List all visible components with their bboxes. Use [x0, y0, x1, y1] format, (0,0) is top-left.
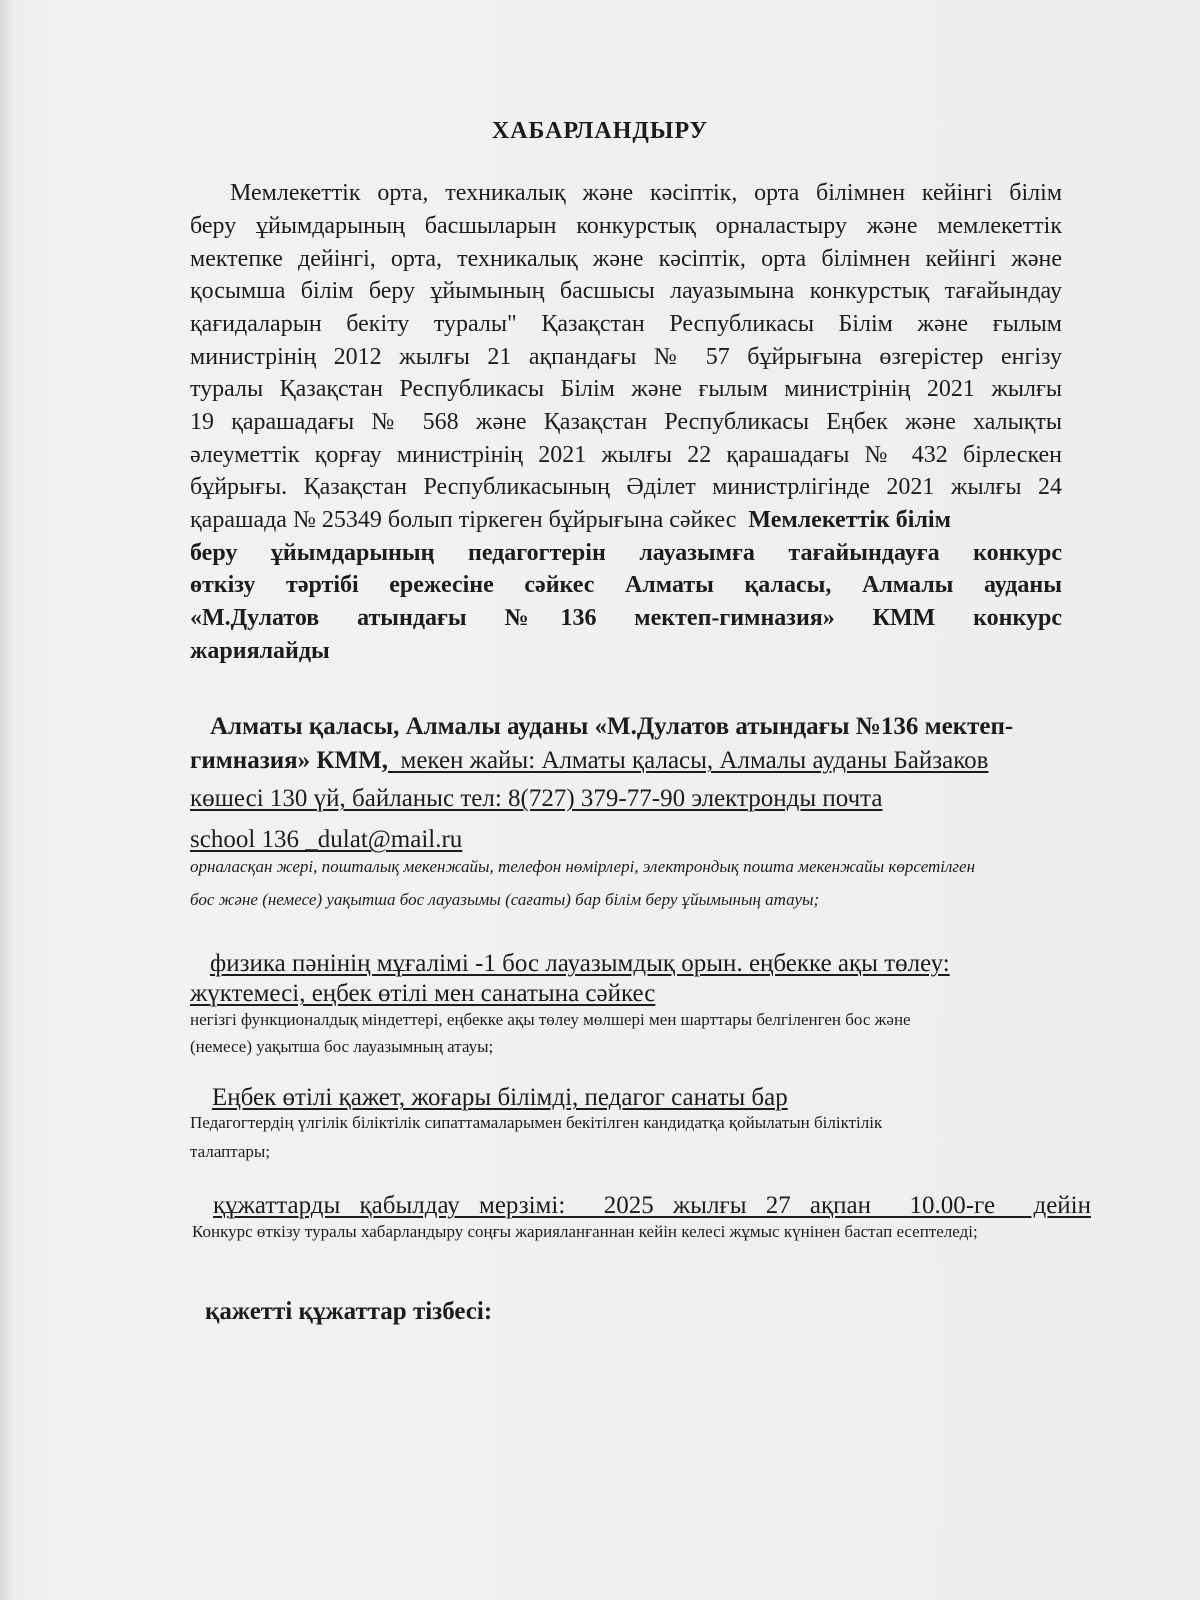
document-title: ХАБАРЛАНДЫРУ: [491, 118, 709, 144]
intro-bold-line: жариялайды: [190, 638, 330, 664]
position-salary: жүктемесі, еңбек өтілі мен санатына сәйкес: [190, 980, 656, 1007]
deadline-note: Конкурс өткізу туралы хабарландыру соңғы жарияланғаннан кейін келесі жұмыс күнінен бастап есептеледі;: [192, 1222, 978, 1241]
requirements-note: Педагогтердің үлгілік біліктілік сипаттамаларымен бекітілген кандидатқа қойылатын біліктілік: [190, 1113, 883, 1132]
intro-text: қарашада № 25349 болып тіркеген бұйрығына сәйкес: [190, 507, 737, 533]
deadline-text: құжаттарды қабылдау мерзімі: 2025 жылғы 27 ақпан 10.00-ге дейін: [213, 1192, 1091, 1219]
organization-address-line: [190, 747, 1062, 775]
organization-note: бос және (немесе) уақытша бос лауазымы (сағаты) бар білім беру ұйымының атауы;: [190, 890, 820, 909]
intro-line: бұйрығы. Қазақстан Республикасының Әділет министрлігінде 2021 жылғы 24: [190, 474, 1062, 500]
position-note: негізгі функционалдық міндеттері, еңбекке ақы төлеу мөлшері мен шарттары белгіленген бос және: [190, 1010, 911, 1029]
organization-name: Алматы қаласы, Алмалы ауданы «М.Дулатов атындағы №136 мектеп-: [210, 713, 1014, 740]
organization-name-end: гимназия» КММ,: [190, 747, 388, 774]
intro-bold-line: «М.Дулатов атындағы №136 мектеп-гимназия» КММ конкурс: [190, 605, 1062, 631]
intro-line: қағидаларын бекіту туралы" Қазақстан Республикасы Білім және ғылым: [190, 311, 1062, 337]
organization-contact: көшесі 130 үй, байланыс тел: 8(727) 379-77-90 электронды почта: [190, 785, 883, 812]
intro-bold-text: Мемлекеттік білім: [748, 507, 951, 533]
intro-line: беру ұйымдарының басшыларын конкурстық орналастыру және мемлекеттік: [190, 213, 1062, 239]
position-note: (немесе) уақытша бос лауазымның атауы;: [190, 1037, 494, 1056]
intro-line: әлеуметтік қорғау министрінің 2021 жылғы 22 қарашадағы № 432 бірлескен: [190, 442, 1062, 468]
intro-line: туралы Қазақстан Республикасы Білім және ғылым министрінің 2021 жылғы: [190, 376, 1062, 402]
documents-heading: қажетті құжаттар тізбесі:: [205, 1298, 493, 1325]
requirements-text: Еңбек өтілі қажет, жоғары білімді, педагог санаты бар: [212, 1084, 788, 1111]
organization-note: орналасқан жері, пошталық мекенжайы, телефон нөмірлері, электрондық пошта мекенжайы көрсетілген: [190, 857, 976, 876]
intro-bold-line: беру ұйымдарының педагогтерін лауазымға тағайындауға конкурс: [190, 540, 1062, 566]
intro-line: 19 қарашадағы № 568 және Қазақстан Республикасы Еңбек және халықты: [190, 409, 1062, 435]
requirements-note: талаптары;: [190, 1142, 271, 1161]
position-title: физика пәнінің мұғалімі -1 бос лауазымдық орын. еңбекке ақы төлеу:: [210, 950, 950, 977]
intro-line: қосымша білім беру ұйымының басшысы лауазымына конкурстық тағайындау: [190, 278, 1062, 304]
intro-line: министрінің 2012 жылғы 21 ақпандағы № 57 бұйрығына өзгерістер енгізу: [190, 344, 1062, 370]
organization-address: мекен жайы: Алматы қаласы, Алмалы ауданы Байзаков: [388, 747, 989, 774]
organization-email[interactable]: school 136 _dulat@mail.ru: [190, 826, 463, 853]
intro-line: [190, 507, 1062, 534]
intro-line: Мемлекеттік орта, техникалық және кәсіптік, орта білімнен кейінгі білім: [230, 180, 1062, 206]
intro-bold-line: өткізу тәртібі ережесіне сәйкес Алматы қаласы, Алмалы ауданы: [190, 572, 1062, 598]
intro-line: мектепке дейінгі, орта, техникалық және кәсіптік, орта білімнен кейінгі және: [190, 246, 1062, 272]
